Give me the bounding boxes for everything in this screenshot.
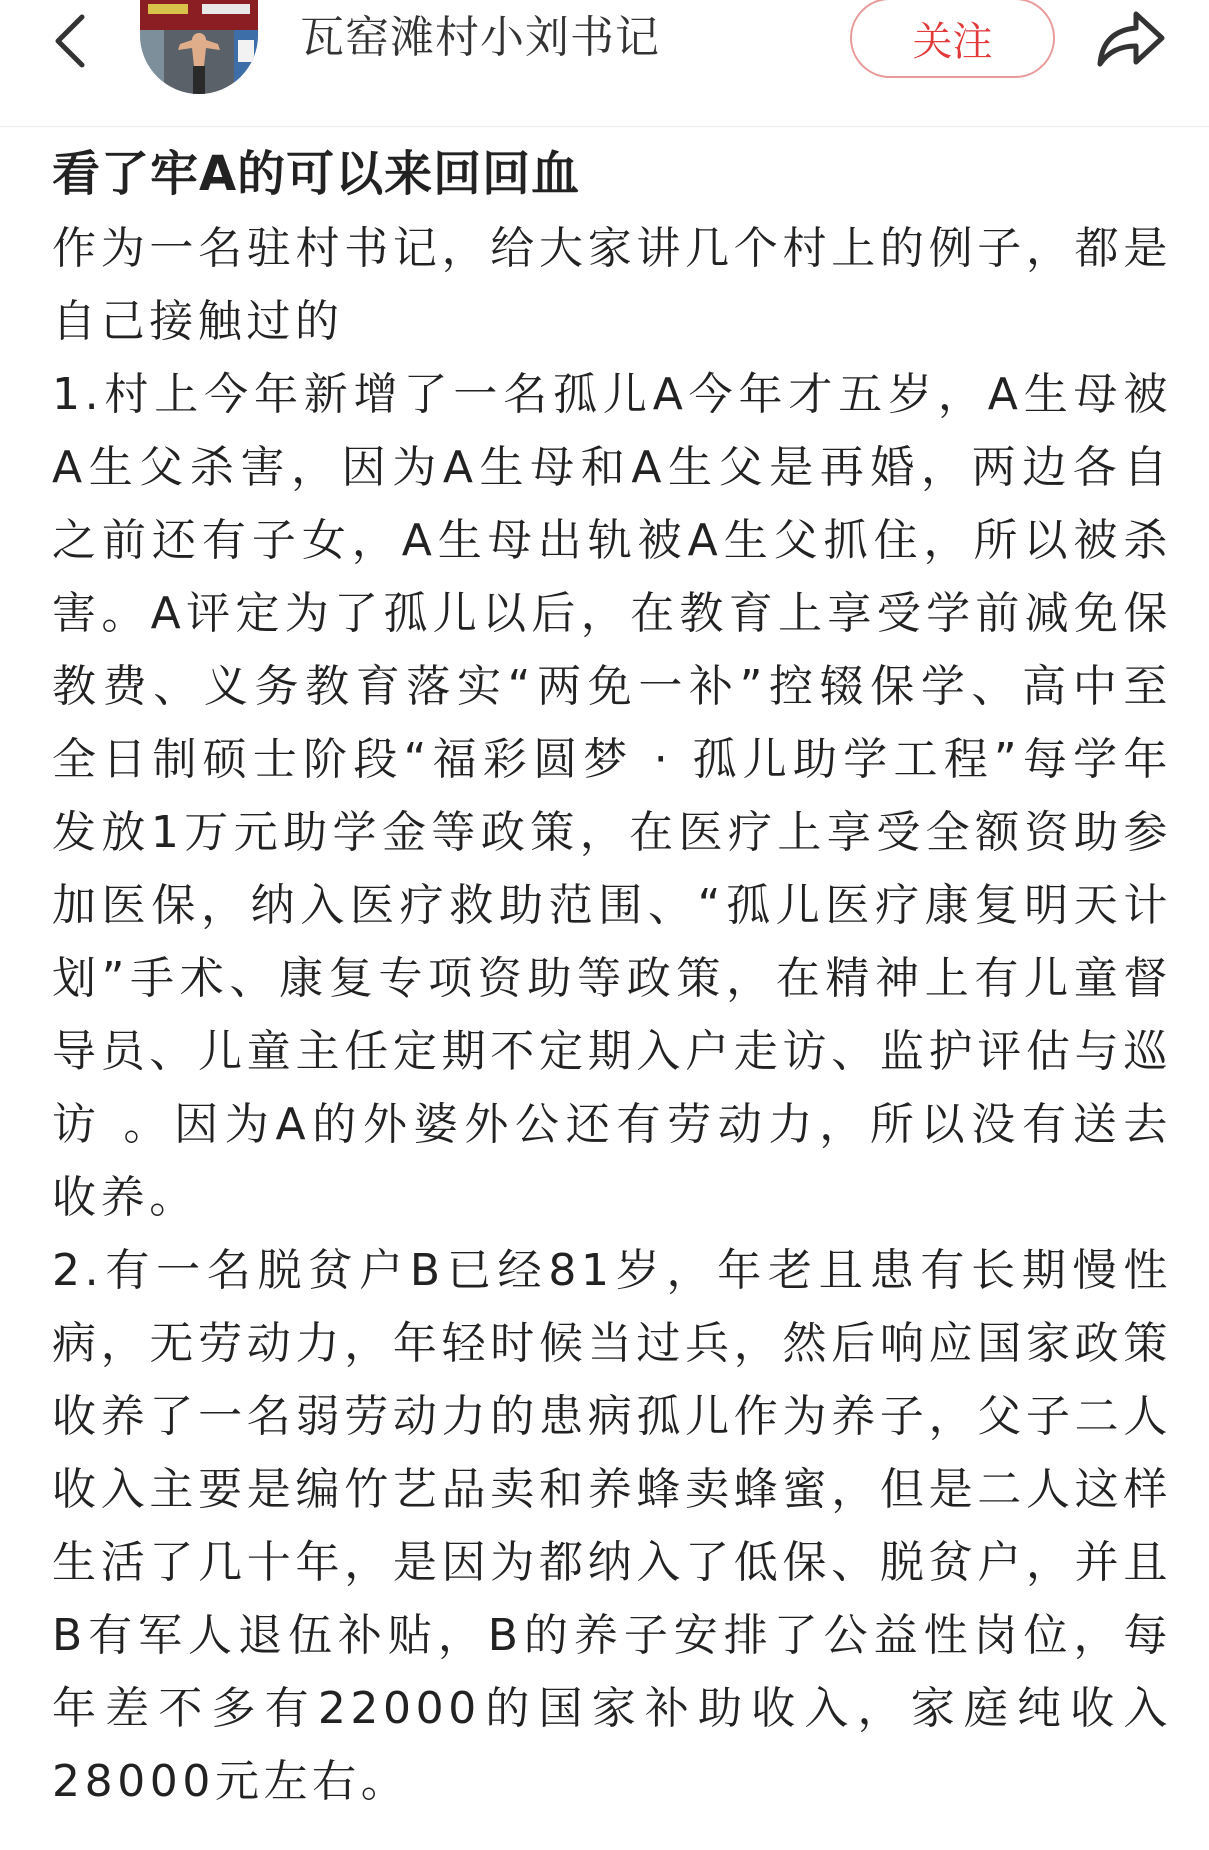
chevron-left-icon [50,13,90,73]
post-body [52,140,1172,1818]
top-bar [0,0,1209,127]
author-name[interactable]: 瓦窑滩村小刘书记 [300,12,660,63]
post-paragraph-case-b: 2.有一名脱贫户B已经81岁，年老且患有长期慢性病，无劳动力，年轻时候当过兵，然后响应国家政策收养了一名弱劳动力的患病孤儿作为养子，父子二人收入主要是编竹艺品卖和养蜂卖蜂蜜，但是二人这样生活了几十年，是因为都纳入了低保、脱贫户，并且B有军人退伍补贴，B的养子安排了公益性岗位，每年差不多有22000的国家补助收入，家庭纯收入28000元左右。 [52,1245,1172,1807]
back-button[interactable] [40,6,100,80]
follow-button[interactable]: 关注 [850,0,1055,78]
share-button[interactable] [1090,4,1170,76]
post-title: 看了牢A的可以来回回血 [52,146,581,202]
post-paragraph-case-a: 1.村上今年新增了一名孤儿A今年才五岁，A生母被A生父杀害，因为A生母和A生父是再婚，两边各自之前还有子女，A生母出轨被A生父抓住，所以被杀害。A评定为了孤儿以后，在教育上享受学前减免保教费、义务教育落实“两免一补”控辍保学、高中至全日制硕士阶段“福彩圆梦 · 孤儿助学工程”每学年发放1万元助学金等政策，在医疗上享受全额资助参加医保，纳入医疗救助范围、“孤儿医疗康复明天计划”手术、康复专项资助等政策，在精神上有儿童督导员、儿童主任定期不定期入户走访、监护评估与巡访 。因为A的外婆外公还有劳动力，所以没有送去收养。 [52,369,1172,1223]
post-paragraph-intro: 作为一名驻村书记，给大家讲几个村上的例子，都是自己接触过的 [52,223,1172,347]
avatar[interactable] [140,0,258,94]
share-arrow-icon [1092,6,1168,74]
